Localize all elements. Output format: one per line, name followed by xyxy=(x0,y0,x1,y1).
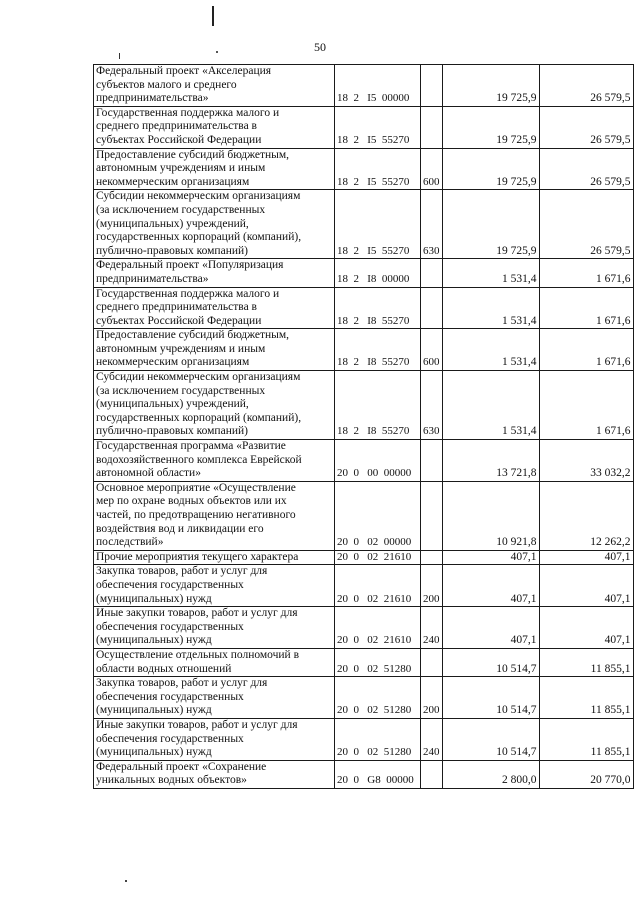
scan-dot xyxy=(125,880,127,882)
row-target-code: 18 2 I8 00000 xyxy=(335,259,421,287)
row-target-code: 20 0 02 51280 xyxy=(335,718,421,760)
row-amount-year2: 12 262,2 xyxy=(539,481,633,550)
table-row xyxy=(94,550,634,565)
table-row xyxy=(94,648,634,676)
row-target-code: 20 0 G8 00000 xyxy=(335,760,421,788)
row-expense-type: 630 xyxy=(421,371,443,440)
row-name: Государственная поддержка малого и среднего предпринимательства в субъектах Российской Федерации xyxy=(94,106,335,148)
table-row xyxy=(94,287,634,329)
scan-tick xyxy=(119,53,120,59)
row-amount-year2: 26 579,5 xyxy=(539,65,633,107)
row-name: Федеральный проект «Сохранение уникальных водных объектов» xyxy=(94,760,335,788)
table-row xyxy=(94,371,634,440)
row-name: Предоставление субсидий бюджетным, автономным учреждениям и иным некоммерческим организациям xyxy=(94,329,335,371)
table-row xyxy=(94,148,634,190)
row-amount-year2: 11 855,1 xyxy=(539,718,633,760)
row-expense-type: 630 xyxy=(421,190,443,259)
row-expense-type xyxy=(421,760,443,788)
row-target-code: 18 2 I8 55270 xyxy=(335,287,421,329)
row-expense-type xyxy=(421,648,443,676)
row-target-code: 20 0 02 21610 xyxy=(335,550,421,565)
row-name: Федеральный проект «Акселерация субъектов малого и среднего предпринимательства» xyxy=(94,65,335,107)
row-amount-year2: 407,1 xyxy=(539,607,633,649)
row-amount-year1: 19 725,9 xyxy=(442,106,539,148)
row-target-code: 20 0 00 00000 xyxy=(335,440,421,482)
row-amount-year1: 1 531,4 xyxy=(442,287,539,329)
row-name: Закупка товаров, работ и услуг для обеспечения государственных (муниципальных) нужд xyxy=(94,677,335,719)
row-amount-year1: 407,1 xyxy=(442,550,539,565)
row-name: Субсидии некоммерческим организациям (за исключением государственных (муниципальных) учреждений, государственных корпораций (компаний), публично-правовых компаний) xyxy=(94,190,335,259)
row-target-code: 20 0 02 21610 xyxy=(335,565,421,607)
row-amount-year1: 407,1 xyxy=(442,607,539,649)
row-amount-year2: 407,1 xyxy=(539,550,633,565)
row-target-code: 18 2 I5 55270 xyxy=(335,106,421,148)
row-target-code: 20 0 02 51280 xyxy=(335,648,421,676)
row-amount-year2: 20 770,0 xyxy=(539,760,633,788)
row-amount-year2: 407,1 xyxy=(539,565,633,607)
row-amount-year1: 10 514,7 xyxy=(442,648,539,676)
row-target-code: 18 2 I8 55270 xyxy=(335,329,421,371)
row-target-code: 20 0 02 51280 xyxy=(335,677,421,719)
row-amount-year1: 1 531,4 xyxy=(442,329,539,371)
row-amount-year1: 13 721,8 xyxy=(442,440,539,482)
row-name: Прочие мероприятия текущего характера xyxy=(94,550,335,565)
table-row xyxy=(94,607,634,649)
row-amount-year2: 1 671,6 xyxy=(539,259,633,287)
page-number: 50 xyxy=(314,40,326,54)
row-amount-year1: 19 725,9 xyxy=(442,65,539,107)
row-name: Предоставление субсидий бюджетным, автономным учреждениям и иным некоммерческим организациям xyxy=(94,148,335,190)
row-expense-type xyxy=(421,550,443,565)
row-expense-type xyxy=(421,287,443,329)
row-amount-year1: 19 725,9 xyxy=(442,190,539,259)
row-name: Закупка товаров, работ и услуг для обеспечения государственных (муниципальных) нужд xyxy=(94,565,335,607)
row-name: Иные закупки товаров, работ и услуг для обеспечения государственных (муниципальных) нужд xyxy=(94,607,335,649)
budget-table xyxy=(93,64,634,789)
row-name: Государственная поддержка малого и среднего предпринимательства в субъектах Российской Федерации xyxy=(94,287,335,329)
row-expense-type xyxy=(421,259,443,287)
row-amount-year2: 26 579,5 xyxy=(539,106,633,148)
table-row xyxy=(94,760,634,788)
table-row xyxy=(94,329,634,371)
row-expense-type: 240 xyxy=(421,607,443,649)
row-name: Иные закупки товаров, работ и услуг для обеспечения государственных (муниципальных) нужд xyxy=(94,718,335,760)
row-name: Основное мероприятие «Осуществление мер по охране водных объектов или их частей, по предотвращению негативного воздействия вод и ликвидации его последствий» xyxy=(94,481,335,550)
row-expense-type: 600 xyxy=(421,329,443,371)
row-amount-year1: 1 531,4 xyxy=(442,259,539,287)
row-target-code: 20 0 02 21610 xyxy=(335,607,421,649)
row-name: Федеральный проект «Популяризация предпринимательства» xyxy=(94,259,335,287)
row-amount-year1: 10 921,8 xyxy=(442,481,539,550)
table-row xyxy=(94,481,634,550)
row-expense-type: 600 xyxy=(421,148,443,190)
row-target-code: 18 2 I8 55270 xyxy=(335,371,421,440)
row-amount-year2: 1 671,6 xyxy=(539,371,633,440)
table-row xyxy=(94,718,634,760)
row-amount-year1: 10 514,7 xyxy=(442,677,539,719)
row-target-code: 20 0 02 00000 xyxy=(335,481,421,550)
row-amount-year1: 1 531,4 xyxy=(442,371,539,440)
row-expense-type xyxy=(421,481,443,550)
row-expense-type xyxy=(421,440,443,482)
row-name: Осуществление отдельных полномочий в области водных отношений xyxy=(94,648,335,676)
row-expense-type xyxy=(421,65,443,107)
table-row xyxy=(94,190,634,259)
table-row xyxy=(94,677,634,719)
row-amount-year2: 26 579,5 xyxy=(539,148,633,190)
table-row xyxy=(94,440,634,482)
scan-mark xyxy=(212,6,214,26)
row-amount-year2: 26 579,5 xyxy=(539,190,633,259)
scan-dot xyxy=(216,51,218,53)
row-amount-year1: 19 725,9 xyxy=(442,148,539,190)
row-expense-type: 240 xyxy=(421,718,443,760)
row-amount-year1: 10 514,7 xyxy=(442,718,539,760)
row-amount-year1: 407,1 xyxy=(442,565,539,607)
row-expense-type: 200 xyxy=(421,677,443,719)
row-amount-year2: 33 032,2 xyxy=(539,440,633,482)
row-amount-year2: 11 855,1 xyxy=(539,677,633,719)
row-expense-type xyxy=(421,106,443,148)
row-expense-type: 200 xyxy=(421,565,443,607)
row-name: Государственная программа «Развитие водохозяйственного комплекса Еврейской автономной области» xyxy=(94,440,335,482)
row-amount-year2: 1 671,6 xyxy=(539,329,633,371)
table-row xyxy=(94,565,634,607)
row-target-code: 18 2 I5 55270 xyxy=(335,148,421,190)
row-name: Субсидии некоммерческим организациям (за исключением государственных (муниципальных) учреждений, государственных корпораций (компаний), публично-правовых компаний) xyxy=(94,371,335,440)
row-amount-year2: 11 855,1 xyxy=(539,648,633,676)
row-amount-year2: 1 671,6 xyxy=(539,287,633,329)
row-target-code: 18 2 I5 55270 xyxy=(335,190,421,259)
table-row xyxy=(94,259,634,287)
table-row xyxy=(94,65,634,107)
row-amount-year1: 2 800,0 xyxy=(442,760,539,788)
table-row xyxy=(94,106,634,148)
row-target-code: 18 2 I5 00000 xyxy=(335,65,421,107)
